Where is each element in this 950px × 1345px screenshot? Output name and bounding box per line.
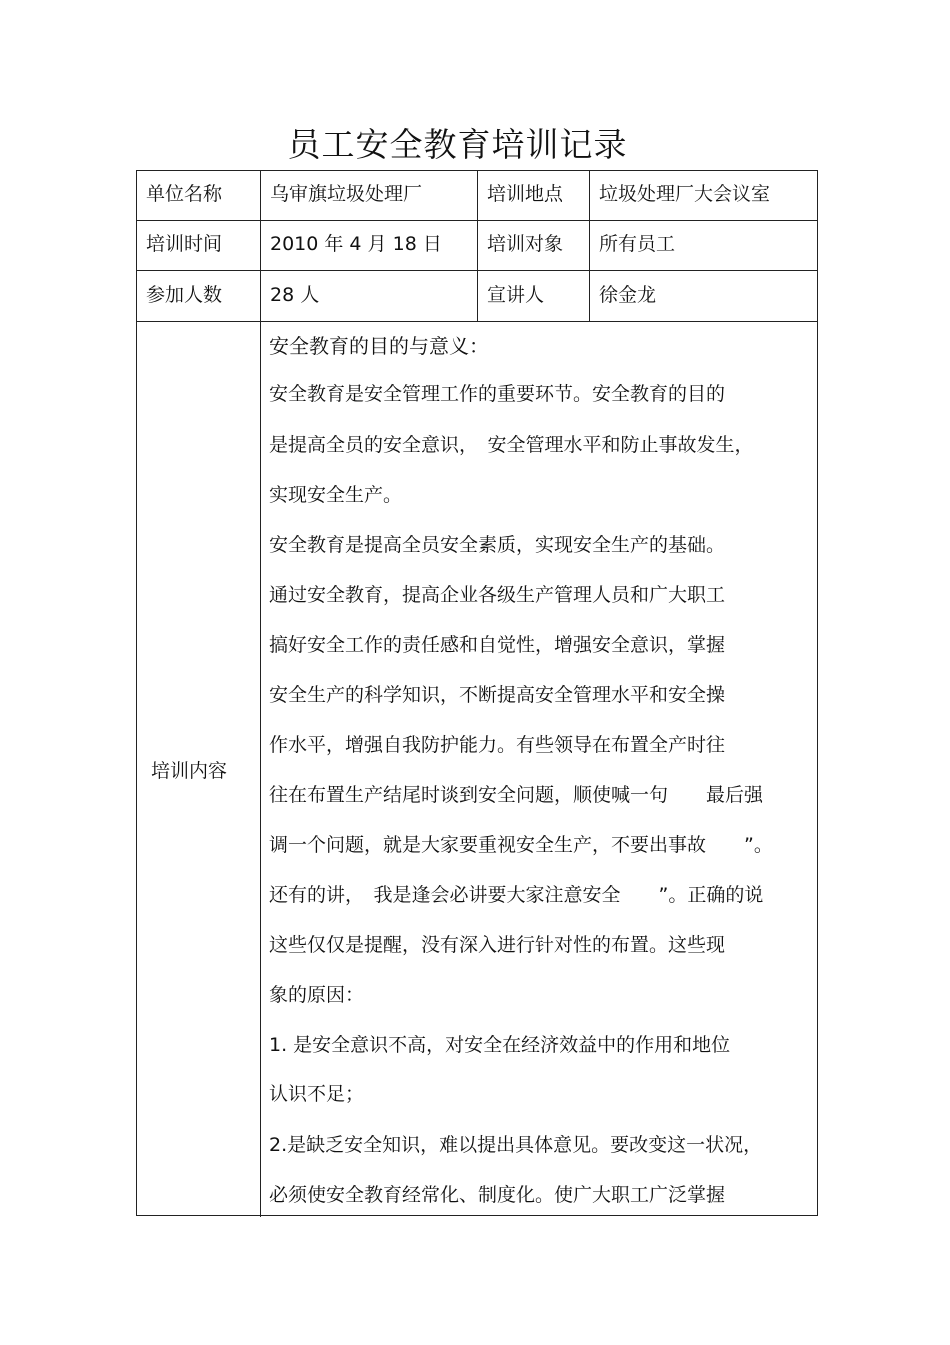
column-divider — [589, 171, 590, 321]
row-divider — [137, 321, 817, 322]
training-target-label: 培训对象 — [487, 233, 564, 255]
speaker-label: 宣讲人 — [487, 284, 545, 306]
content-line: 通过安全教育，提高企业各级生产管理人员和广大职工 — [269, 584, 726, 606]
attendee-count-value: 28 人 — [270, 284, 320, 306]
content-line: 还有的讲， 我是逢会必讲要大家注意安全 ”。正确的说 — [269, 884, 764, 906]
content-line: 作水平，增强自我防护能力。有些领导在布置全产时往 — [269, 734, 726, 756]
content-line: 1. 是安全意识不高，对安全在经济效益中的作用和地位 — [269, 1034, 731, 1056]
column-divider — [260, 171, 261, 1217]
unit-name-value: 乌审旗垃圾处理厂 — [270, 183, 423, 205]
unit-name-label: 单位名称 — [146, 183, 223, 205]
content-line: 象的原因： — [269, 984, 365, 1006]
content-line: 往在布置生产结尾时谈到安全问题，顺使喊一句 最后强 — [269, 784, 764, 806]
training-place-label: 培训地点 — [487, 183, 564, 205]
training-content-label: 培训内容 — [151, 760, 228, 782]
training-time-label: 培训时间 — [146, 233, 223, 255]
content-line: 调一个问题，就是大家要重视安全生产，不要出事故 ”。 — [269, 834, 773, 856]
training-record-table — [136, 170, 818, 1216]
speaker-value: 徐金龙 — [599, 284, 657, 306]
content-line: 认识不足； — [269, 1083, 365, 1105]
content-line: 搞好安全工作的责任感和自觉性，增强安全意识，掌握 — [269, 634, 726, 656]
content-line: 2.是缺乏安全知识，难以提出具体意见。要改变这一状况， — [269, 1134, 763, 1156]
content-line: 安全生产的科学知识，不断提高安全管理水平和安全操 — [269, 684, 726, 706]
content-line: 必须使安全教育经常化、制度化。使广大职工广泛掌握 — [269, 1184, 726, 1206]
training-target-value: 所有员工 — [599, 233, 676, 255]
training-time-value: 2010 年 4 月 18 日 — [270, 233, 442, 255]
training-place-value: 垃圾处理厂大会议室 — [599, 183, 771, 205]
content-line: 安全教育的目的与意义： — [269, 334, 489, 358]
column-divider — [477, 171, 478, 321]
content-line: 安全教育是安全管理工作的重要环节。安全教育的目的 — [269, 383, 726, 405]
content-line: 安全教育是提高全员安全素质，实现安全生产的基础。 — [269, 534, 726, 556]
document-title: 员工安全教育培训记录 — [287, 125, 628, 164]
content-line: 这些仅仅是提醒，没有深入进行针对性的布置。这些现 — [269, 934, 726, 956]
content-line: 实现安全生产。 — [269, 484, 403, 506]
content-line: 是提高全员的安全意识， 安全管理水平和防止事故发生， — [269, 434, 754, 456]
attendee-count-label: 参加人数 — [146, 284, 223, 306]
